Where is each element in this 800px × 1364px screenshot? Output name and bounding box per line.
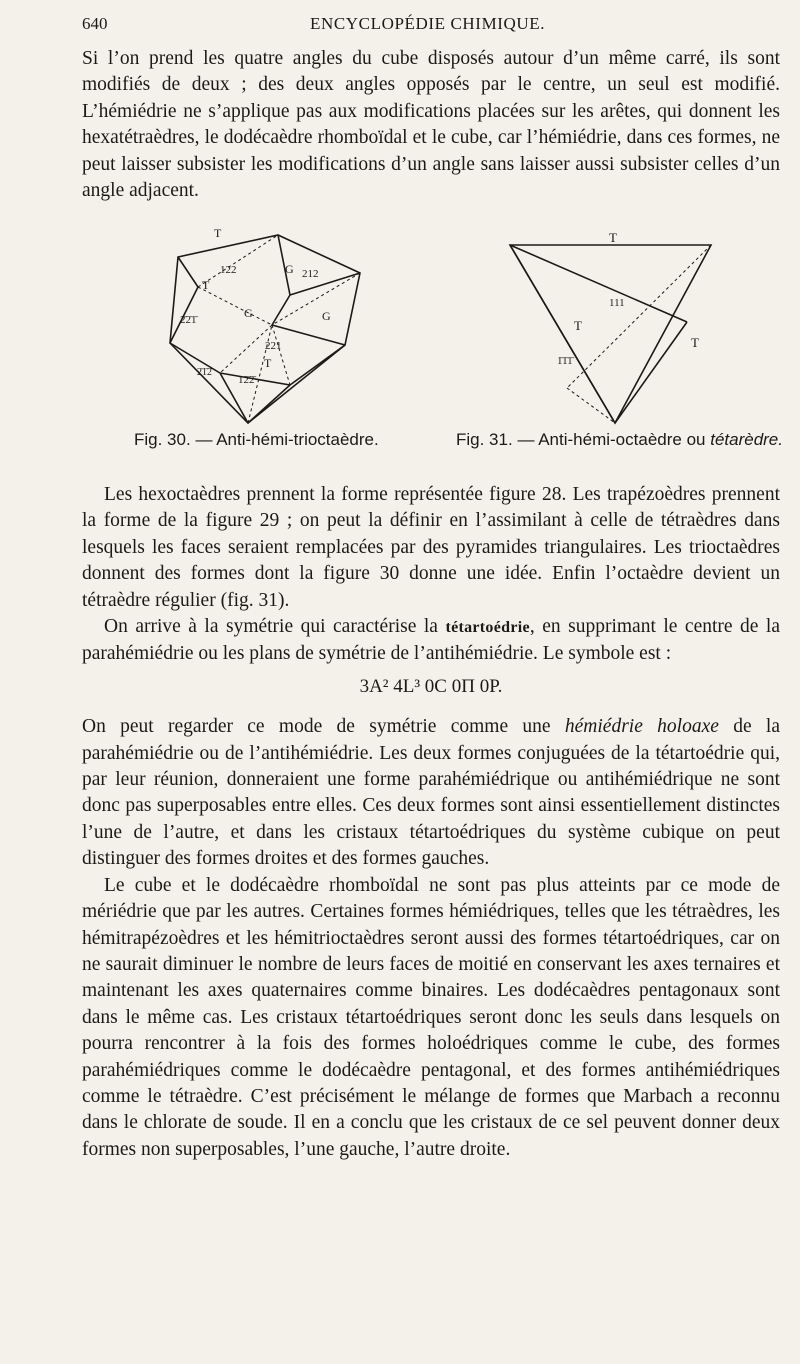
fig30-outline bbox=[170, 235, 360, 423]
fig30-label-t-left: T bbox=[202, 278, 210, 292]
symmetry-formula: 3A² 4L³ 0C 0Π 0P. bbox=[359, 675, 503, 697]
fig31-label-111: 111 bbox=[609, 297, 625, 309]
paragraph-4-after: de la parahémiédrie ou de l’antihémiédrie. Les deux formes conjuguées de la tétartoédrie qui, par leur réunion, donneraient une forme parahémiédrique ou antihémiédrique ne sont donc pas superposables entre elles. Ces deux formes sont ainsi essentiellement distinctes l’une de l’autre, et dans les cristaux tétartoédriques du système cubique on peut distinguer des formes droites et des formes gauches. bbox=[82, 716, 781, 870]
fig31-label-t-top: T bbox=[609, 230, 617, 245]
fig30-label-g2: G bbox=[244, 306, 253, 320]
page-header bbox=[82, 14, 778, 38]
fig30-label-g3: G bbox=[322, 309, 331, 323]
body-text bbox=[82, 482, 780, 1163]
fig31-label-111-bar: 1̄1̄1̄ bbox=[557, 355, 573, 367]
running-title: ENCYCLOPÉDIE CHIMIQUE. bbox=[310, 14, 546, 33]
figure-30-number: Fig. 30. bbox=[134, 430, 191, 449]
fig30-label-t-top: T bbox=[214, 226, 222, 240]
fig30-label-221: 221 bbox=[265, 340, 282, 352]
figure-31-caption bbox=[456, 430, 783, 450]
fig30-label-212: 212 bbox=[302, 268, 319, 280]
page-number: 640 bbox=[82, 14, 108, 33]
fig30-label-g1: G bbox=[285, 262, 294, 276]
paragraph-3-before: On arrive à la symétrie qui caractérise la bbox=[104, 616, 438, 638]
paragraph-4-before: On peut regarder ce mode de symétrie comme une bbox=[82, 716, 551, 738]
paragraph-3 bbox=[82, 614, 780, 668]
fig31-label-t-left: T bbox=[574, 318, 582, 333]
fig30-label-212-bar: 2̄1̄2̄ bbox=[197, 367, 212, 378]
paragraph-5: Le cube et le dodécaèdre rhomboïdal ne sont pas plus atteints par ce mode de mériédrie que par les autres. Certaines formes hémiédriques, telles que les tétraèdres, les hémitrapézoèdres et les hémitrioctaèdres seront aussi des formes tétartoédriques, car on ne saurait diminuer le nombre de leurs faces de moitié en conservant les axes ternaires et maintenant les axes quaternaires comme binaires. Les dodécaèdres pentagonaux sont dans le même cas. Les cristaux tétartoédriques seront donc les seuls dans lesquels on pourra rencontrer à la fois des formes holoédriques comme le cube, des formes parahémiédriques comme le dodécaèdre pentagonal, et des formes antihémiédriques comme le tétraèdre. C’est précisément le mélange de formes que Marbach a reconnu dans le chlorate de soude. Il en a conclu que les cristaux de ce sel peuvent donner deux formes non superposables, l’une gauche, l’autre droite. bbox=[82, 874, 780, 1160]
term-hemiedrie-holoaxe: hémiédrie holoaxe bbox=[564, 716, 719, 738]
paragraph-2: Les hexoctaèdres prennent la forme représentée figure 28. Les trapézoèdres prennent la forme de la figure 29 ; on peut la définir en l’assimilant à celle de tétraèdres dans lesquels les faces seraient remplacées par des pyramides triangulaires. Les trioctaèdres donnent des formes dont la figure 30 donne une idée. Enfin l’octaèdre devient un tétraèdre régulier (fig. 31). bbox=[82, 484, 780, 611]
paragraph-1 bbox=[82, 46, 780, 204]
figure-30-drawing bbox=[160, 225, 375, 430]
fig31-label-t-right: T bbox=[691, 335, 699, 350]
term-tetartoedrie: tétartoédrie bbox=[445, 619, 530, 637]
paragraph-1-text: Si l’on prend les quatre angles du cube disposés autour d’un même carré, ils sont modifiés de deux ; des deux angles opposés par le centre, un seul est modifié. L’hémiédrie ne s’applique pas aux modifications placées sur les arêtes, qui donnent les hexatétraèdres, le dodécaèdre rhomboïdal et le cube, car l’hémiédrie, dans ces formes, ne peut laisser subsister les modifications d’un angle sans laisser aussi subsister celles d’un angle adjacent. bbox=[82, 48, 780, 202]
figure-31-title: — Anti-hémi-octaèdre ou bbox=[517, 430, 706, 449]
paragraph-4 bbox=[82, 714, 780, 872]
figure-31-number: Fig. 31. bbox=[456, 430, 513, 449]
fig31-outline bbox=[510, 245, 711, 423]
figure-31-drawing bbox=[505, 230, 723, 428]
figure-31-title-italic: tétarèdre. bbox=[710, 430, 783, 449]
paragraph-3-after: , en supprimant le centre de la parahémiédrie ou les plans de symétrie de l’antihémiédrie. Le symbole est : bbox=[82, 616, 781, 665]
fig30-label-122: 122 bbox=[220, 264, 237, 276]
figure-30-title: — Anti-hémi-trioctaèdre. bbox=[195, 430, 379, 449]
figure-30-caption bbox=[134, 430, 379, 450]
fig30-label-221-bar: 2̄2̄1̄ bbox=[180, 314, 197, 326]
fig30-label-t-center: T bbox=[264, 356, 272, 370]
fig30-label-122-bar: 1̄2̄2̄ bbox=[238, 374, 255, 386]
